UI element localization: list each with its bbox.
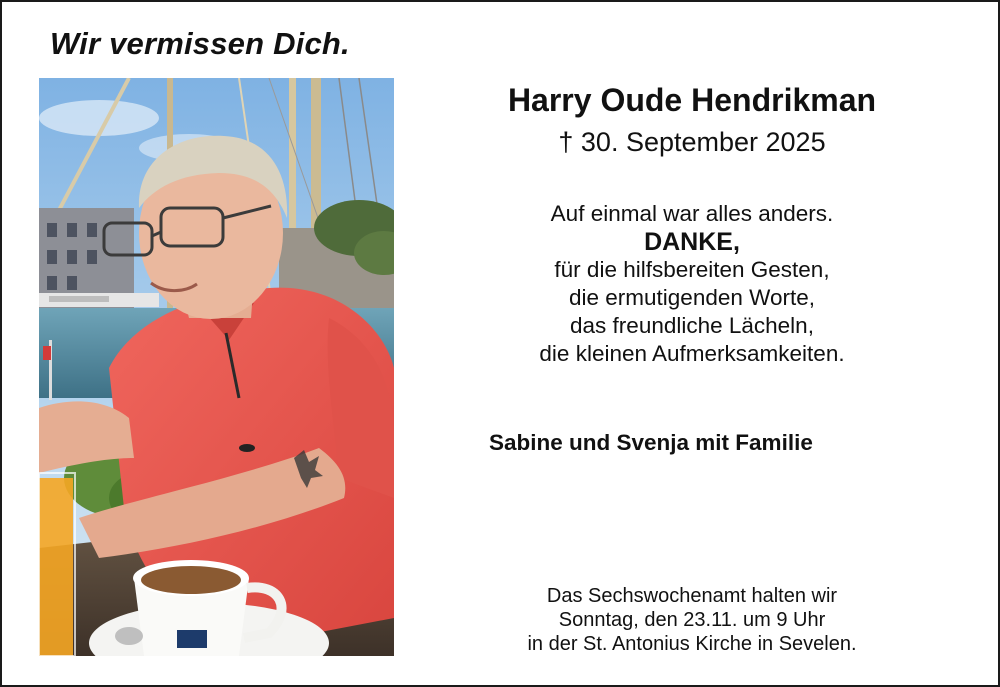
message-line: das freundliche Lächeln, [570,313,814,338]
death-date: † 30. September 2025 [558,127,826,157]
message-line: für die hilfsbereiten Gesten, [554,257,830,282]
deceased-name: Harry Oude Hendrikman [507,82,877,118]
thank-you-message [432,200,952,368]
portrait-photo [39,78,394,656]
service-line: in der St. Antonius Kirche in Sevelen. [527,633,857,655]
message-line: die kleinen Aufmerksamkeiten. [539,341,845,366]
memorial-service-info [432,584,952,656]
thanks-heading: DANKE, [644,228,740,256]
family-signature: Sabine und Svenja mit Familie [489,430,813,455]
message-line: Auf einmal war alles anders. [550,201,834,226]
service-line: Sonntag, den 23.11. um 9 Uhr [558,609,826,631]
message-line: die ermutigenden Worte, [569,285,815,310]
service-line: Das Sechswochenamt halten wir [546,585,838,607]
headline: Wir vermissen Dich. [50,26,350,61]
